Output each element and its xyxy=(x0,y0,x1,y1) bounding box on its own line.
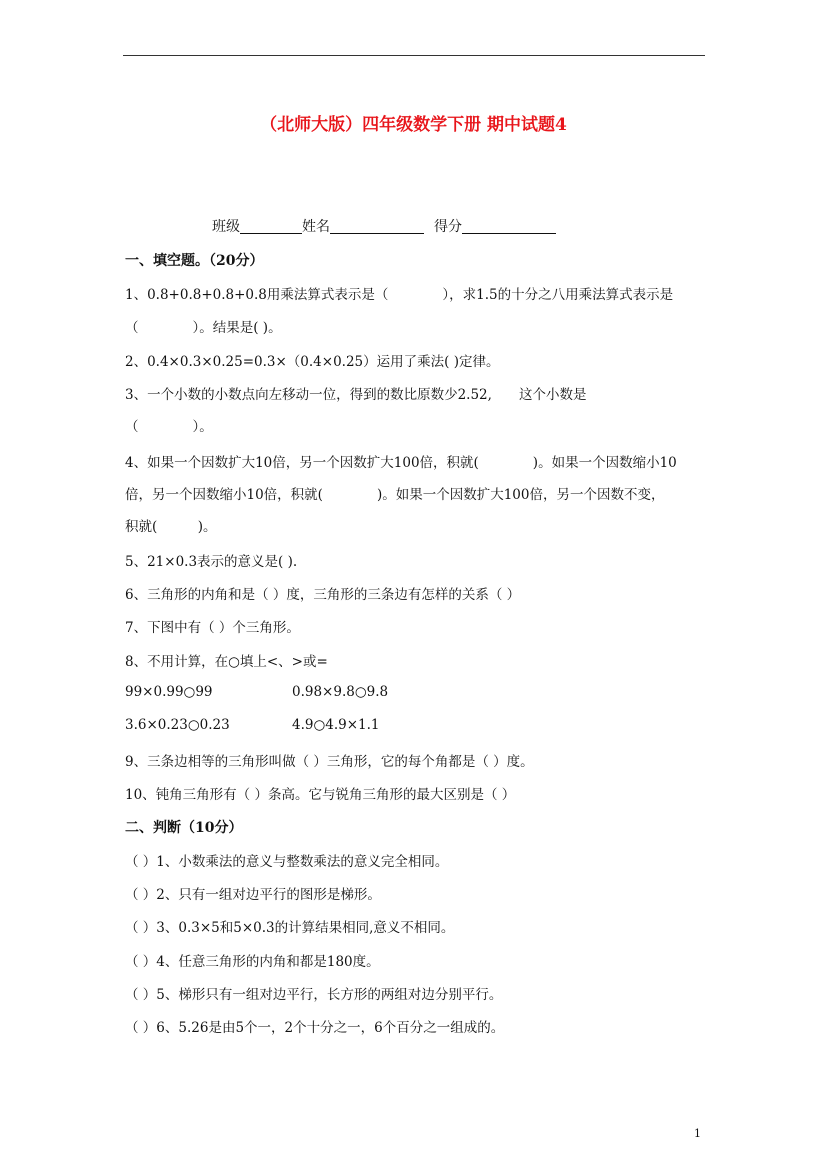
judgment-item: （ ）3、0.3×5和5×0.3的计算结果相同,意义不相同。 xyxy=(125,920,455,936)
section1-heading: 一、填空题。（20分） xyxy=(125,253,264,269)
score-blank[interactable] xyxy=(462,219,556,234)
class-label: 班级 xyxy=(212,219,240,235)
student-info-row xyxy=(212,216,556,236)
class-blank[interactable] xyxy=(240,219,302,234)
question-line: 积就( )。 xyxy=(125,519,217,535)
question-line: 2、0.4×0.3×0.25=0.3×（0.4×0.25）运用了乘法( )定律。 xyxy=(125,354,500,370)
section2-heading: 二、判断（10分） xyxy=(125,820,243,836)
judgment-item: （ ）6、5.26是由5个一，2个十分之一，6个百分之一组成的。 xyxy=(125,1020,505,1036)
compare-item: 0.98×9.8○9.8 xyxy=(292,684,389,700)
header-rule xyxy=(123,55,705,56)
question-line: 8、不用计算，在○填上<、>或= xyxy=(125,654,328,670)
question-line: 9、三条边相等的三角形叫做（ ）三角形，它的每个角都是（ ）度。 xyxy=(125,754,534,770)
page-title: （北师大版）四年级数学下册 期中试题4 xyxy=(260,115,567,135)
question-line: 10、钝角三角形有（ ）条高。它与锐角三角形的最大区别是（ ） xyxy=(125,787,516,803)
judgment-item: （ ）4、任意三角形的内角和都是180度。 xyxy=(125,954,380,970)
question-line: 倍，另一个因数缩小10倍，积就( )。如果一个因数扩大100倍，另一个因数不变， xyxy=(125,487,665,503)
compare-item: 4.9○4.9×1.1 xyxy=(292,717,380,733)
question-line: （ ）。 xyxy=(125,419,213,435)
compare-item: 3.6×0.23○0.23 xyxy=(125,717,230,733)
question-line: 6、三角形的内角和是（ ）度，三角形的三条边有怎样的关系（ ） xyxy=(125,587,521,603)
judgment-item: （ ）5、梯形只有一组对边平行，长方形的两组对边分别平行。 xyxy=(125,987,503,1003)
judgment-item: （ ）1、小数乘法的意义与整数乘法的意义完全相同。 xyxy=(125,854,449,870)
name-blank[interactable] xyxy=(330,219,424,234)
judgment-item: （ ）2、只有一组对边平行的图形是梯形。 xyxy=(125,887,381,903)
question-line: （ ）。结果是( )。 xyxy=(125,320,282,336)
question-line: 1、0.8+0.8+0.8+0.8用乘法算式表示是（ ），求1.5的十分之八用乘法算式表示是 xyxy=(125,287,674,303)
question-line: 3、一个小数的小数点向左移动一位，得到的数比原数少2.52, 这个小数是 xyxy=(125,387,587,403)
question-line: 7、下图中有（ ）个三角形。 xyxy=(125,620,300,636)
name-label: 姓名 xyxy=(302,219,330,235)
compare-item: 99×0.99○99 xyxy=(125,684,213,700)
page-number: 1 xyxy=(694,1127,701,1140)
score-label: 得分 xyxy=(434,219,462,235)
question-line: 4、如果一个因数扩大10倍，另一个因数扩大100倍，积就( )。如果一个因数缩小10 xyxy=(125,455,677,471)
question-line: 5、21×0.3表示的意义是( ). xyxy=(125,554,298,570)
